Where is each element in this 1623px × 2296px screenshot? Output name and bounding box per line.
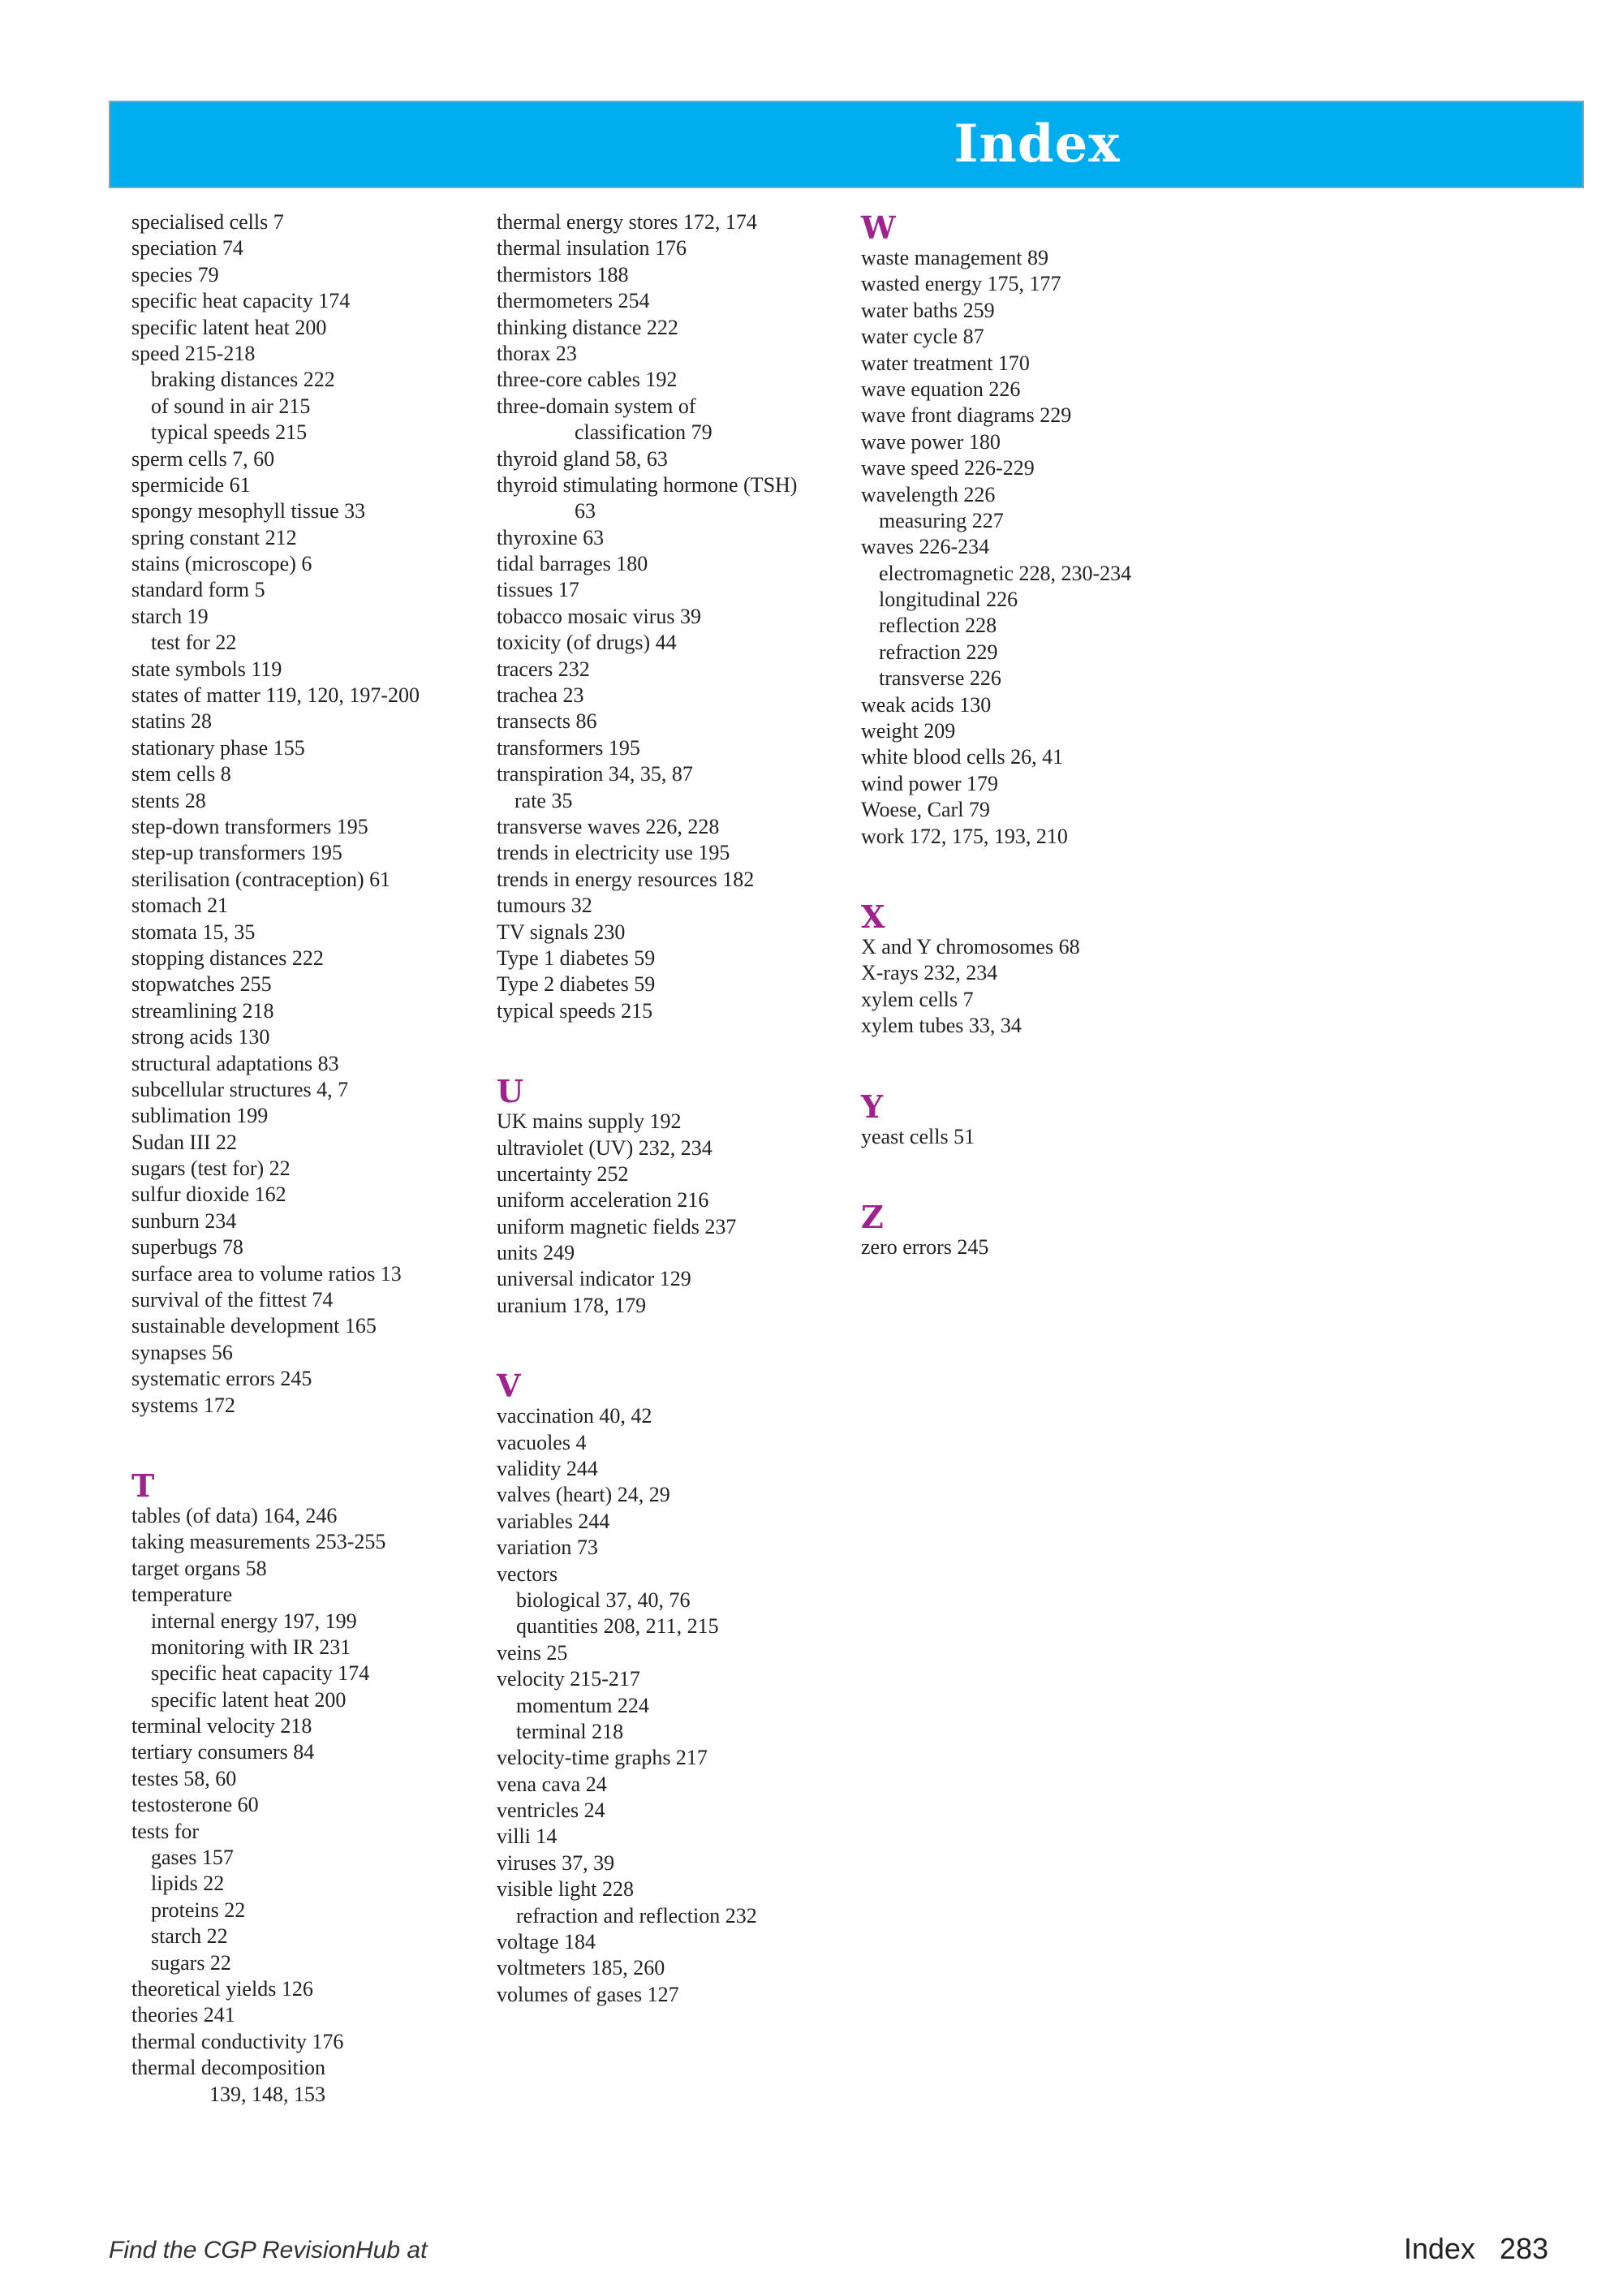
index-entry: target organs 58: [131, 1556, 267, 1580]
index-entry: transpiration 34, 35, 87: [497, 762, 693, 786]
index-column-1: [131, 209, 472, 2108]
index-entry: theories 241: [131, 2003, 235, 2027]
index-entry: Sudan III 22: [131, 1130, 237, 1154]
index-entry: thermal conductivity 176: [131, 2029, 344, 2053]
index-entry: tracers 232: [497, 657, 590, 681]
index-entry: velocity-time graphs 217: [497, 1746, 708, 1770]
index-entry: thyroxine 63: [497, 525, 605, 549]
index-entry: theoretical yields 126: [131, 1977, 313, 2001]
index-subentry: longitudinal 226: [879, 588, 1018, 612]
index-entry: sunburn 234: [131, 1208, 237, 1233]
index-entry: tumours 32: [497, 894, 592, 918]
index-entry: UK mains supply 192: [497, 1109, 682, 1134]
index-entry: specialised cells 7: [131, 210, 284, 234]
index-entry: statins 28: [131, 709, 212, 734]
index-entry: strong acids 130: [131, 1025, 270, 1049]
index-entry: tobacco mosaic virus 39: [497, 604, 701, 628]
index-subentry: of sound in air 215: [151, 394, 311, 418]
index-entry: thermometers 254: [497, 289, 650, 313]
index-entry: valves (heart) 24, 29: [497, 1483, 670, 1507]
index-entry: tests for: [131, 1819, 200, 1843]
index-entry: uniform acceleration 216: [497, 1188, 709, 1213]
index-entry: work 172, 175, 193, 210: [861, 824, 1068, 848]
index-subentry: lipids 22: [151, 1872, 225, 1896]
index-subentry: terminal 218: [516, 1719, 624, 1743]
index-entry: sterilisation (contraception) 61: [131, 867, 391, 891]
index-header-banner: [109, 101, 1584, 188]
index-entry: Type 2 diabetes 59: [497, 972, 656, 997]
index-entry: tissues 17: [497, 578, 579, 602]
section-letter: V: [497, 1368, 521, 1405]
index-entry: X and Y chromosomes 68: [861, 934, 1080, 958]
footer-section: Index: [1403, 2232, 1475, 2265]
index-entry: viruses 37, 39: [497, 1850, 615, 1875]
index-subentry: test for 22: [151, 631, 237, 655]
index-entry: spring constant 212: [131, 525, 297, 549]
index-entry: systematic errors 245: [131, 1367, 312, 1391]
index-entry: speed 215-218: [131, 341, 256, 365]
index-entry: states of matter 119, 120, 197-200: [131, 683, 420, 708]
index-entry: voltage 184: [497, 1930, 596, 1954]
index-entry: state symbols 119: [131, 657, 282, 681]
index-subentry: braking distances 222: [151, 368, 335, 392]
index-entry: visible light 228: [497, 1877, 634, 1902]
index-entry: wave speed 226-229: [861, 456, 1035, 480]
index-entry: testosterone 60: [131, 1793, 259, 1817]
index-entry: systems 172: [131, 1393, 235, 1417]
index-entry: speciation 74: [131, 236, 243, 261]
index-subentry: momentum 224: [516, 1693, 649, 1717]
index-entry: thinking distance 222: [497, 315, 678, 339]
index-entry: vena cava 24: [497, 1772, 607, 1796]
index-entry: weak acids 130: [861, 692, 992, 717]
index-entry: standard form 5: [131, 578, 265, 602]
index-entry: variables 244: [497, 1509, 610, 1533]
index-entry: Woese, Carl 79: [861, 798, 990, 822]
index-entry: thermal energy stores 172, 174: [497, 210, 757, 234]
page-title: Index: [954, 114, 1121, 174]
index-entry: water baths 259: [861, 298, 995, 322]
index-entry: variation 73: [497, 1536, 598, 1560]
index-entry: species 79: [131, 262, 219, 286]
index-entry: stents 28: [131, 788, 206, 812]
index-entry: thermistors 188: [497, 262, 629, 286]
index-subentry: sugars 22: [151, 1950, 231, 1975]
index-entry: stomata 15, 35: [131, 920, 256, 944]
index-entry: sustainable development 165: [131, 1314, 377, 1338]
index-entry: uncertainty 252: [497, 1161, 629, 1186]
index-entry: three-domain system of: [497, 394, 696, 418]
footer-page-label: [1404, 2232, 1548, 2266]
index-entry: trends in electricity use 195: [497, 841, 730, 865]
index-entry: testes 58, 60: [131, 1766, 237, 1790]
index-entry: structural adaptations 83: [131, 1051, 339, 1075]
index-entry: xylem cells 7: [861, 987, 974, 1011]
index-entry: trachea 23: [497, 683, 584, 708]
index-subentry: reflection 228: [879, 614, 997, 638]
index-entry: typical speeds 215: [497, 998, 653, 1023]
index-entry: wave equation 226: [861, 377, 1021, 401]
index-entry: white blood cells 26, 41: [861, 745, 1064, 769]
index-column-2: [497, 209, 854, 2008]
index-entry: TV signals 230: [497, 920, 626, 944]
index-entry: survival of the fittest 74: [131, 1288, 334, 1312]
index-entry: X-rays 232, 234: [861, 961, 998, 985]
section-letter: Y: [861, 1088, 884, 1125]
index-subentry: electromagnetic 228, 230-234: [879, 561, 1132, 585]
index-entry: validity 244: [497, 1457, 598, 1481]
index-subentry: rate 35: [514, 788, 573, 812]
index-entry: wave front diagrams 229: [861, 403, 1072, 428]
index-entry: streamlining 218: [131, 998, 274, 1023]
section-spacer: [861, 850, 1218, 898]
index-entry: step-down transformers 195: [131, 814, 368, 838]
index-entry: trends in energy resources 182: [497, 867, 755, 891]
index-entry: waves 226-234: [861, 535, 990, 559]
index-entry: vacuoles 4: [497, 1430, 587, 1454]
index-entry: spermicide 61: [131, 472, 251, 497]
index-entry: uranium 178, 179: [497, 1293, 647, 1317]
index-entry: thyroid stimulating hormone (TSH): [497, 472, 798, 497]
index-entry: thermal decomposition: [131, 2056, 326, 2080]
index-entry: water treatment 170: [861, 351, 1030, 375]
index-entry: vaccination 40, 42: [497, 1404, 652, 1428]
index-subentry: typical speeds 215: [151, 420, 308, 445]
index-entry: specific latent heat 200: [131, 315, 327, 339]
index-subentry: quantities 208, 211, 215: [516, 1614, 719, 1639]
index-entry: wind power 179: [861, 771, 998, 795]
section-spacer: [861, 1150, 1218, 1199]
index-entry: taking measurements 253-255: [131, 1530, 386, 1554]
index-entry: tertiary consumers 84: [131, 1740, 315, 1764]
index-entry: wavelength 226: [861, 482, 996, 506]
index-entry: sperm cells 7, 60: [131, 446, 275, 471]
index-subentry: 139, 148, 153: [209, 2082, 325, 2106]
index-entry: stationary phase 155: [131, 735, 305, 760]
section-spacer: [861, 1040, 1218, 1088]
index-entry: stomach 21: [131, 894, 229, 918]
index-entry: villi 14: [497, 1824, 558, 1849]
index-subentry: proteins 22: [151, 1898, 246, 1922]
index-subentry: specific heat capacity 174: [151, 1661, 370, 1686]
index-entry: voltmeters 185, 260: [497, 1956, 665, 1980]
section-letter: Z: [861, 1198, 884, 1235]
index-entry: stem cells 8: [131, 762, 231, 786]
index-entry: spongy mesophyll tissue 33: [131, 499, 366, 523]
index-entry: volumes of gases 127: [497, 1982, 679, 2006]
index-entry: stopwatches 255: [131, 972, 272, 997]
index-entry: zero errors 245: [861, 1234, 989, 1259]
index-subentry: transverse 226: [879, 666, 1001, 691]
section-letter: X: [861, 898, 885, 935]
index-entry: waste management 89: [861, 246, 1049, 269]
section-letter: U: [497, 1073, 524, 1110]
index-entry: stains (microscope) 6: [131, 552, 312, 576]
index-entry: tidal barrages 180: [497, 552, 648, 576]
page-number: 283: [1499, 2232, 1548, 2265]
index-entry: superbugs 78: [131, 1235, 243, 1260]
index-entry: tables (of data) 164, 246: [131, 1503, 338, 1527]
section-spacer: [131, 1419, 472, 1467]
index-entry: subcellular structures 4, 7: [131, 1077, 349, 1101]
index-entry: specific heat capacity 174: [131, 289, 351, 313]
index-entry: veins 25: [497, 1640, 568, 1665]
index-entry: wave power 180: [861, 429, 1001, 454]
index-subentry: biological 37, 40, 76: [516, 1587, 691, 1612]
index-entry: surface area to volume ratios 13: [131, 1261, 402, 1286]
index-entry: transformers 195: [497, 735, 640, 760]
index-entry: step-up transformers 195: [131, 841, 342, 865]
index-subentry: specific latent heat 200: [151, 1687, 347, 1712]
index-subentry: measuring 227: [879, 508, 1004, 532]
index-entry: vectors: [497, 1562, 558, 1586]
index-entry: wasted energy 175, 177: [861, 272, 1061, 296]
index-entry: thorax 23: [497, 341, 577, 365]
index-entry: ventricles 24: [497, 1798, 605, 1823]
index-entry: units 249: [497, 1241, 575, 1265]
index-entry: ultraviolet (UV) 232, 234: [497, 1135, 712, 1160]
index-subentry: starch 22: [151, 1924, 228, 1949]
index-entry: sublimation 199: [131, 1104, 269, 1128]
index-subentry: monitoring with IR 231: [151, 1635, 351, 1659]
index-entry: temperature: [131, 1583, 233, 1607]
index-entry: three-core cables 192: [497, 368, 678, 392]
section-spacer: [497, 1024, 854, 1073]
index-entry: xylem tubes 33, 34: [861, 1014, 1022, 1038]
index-entry: toxicity (of drugs) 44: [497, 631, 677, 655]
index-subentry: refraction and reflection 232: [516, 1903, 757, 1928]
footer-revisionhub-note: Find the CGP RevisionHub at: [109, 2237, 428, 2264]
index-entry: thermal insulation 176: [497, 236, 687, 261]
section-letter: T: [131, 1467, 155, 1504]
index-entry: sulfur dioxide 162: [131, 1182, 286, 1207]
index-entry: yeast cells 51: [861, 1124, 975, 1148]
index-subentry: refraction 229: [879, 640, 998, 664]
index-entry: stopping distances 222: [131, 946, 324, 970]
section-letter: W: [861, 209, 896, 246]
section-spacer: [497, 1319, 854, 1368]
index-entry: Type 1 diabetes 59: [497, 946, 656, 970]
index-entry: transverse waves 226, 228: [497, 814, 720, 838]
index-subentry: 63: [575, 499, 596, 523]
index-column-3: [861, 209, 1218, 1260]
index-entry: water cycle 87: [861, 325, 984, 349]
index-subentry: gases 157: [151, 1846, 234, 1870]
index-entry: thyroid gland 58, 63: [497, 446, 668, 471]
index-subentry: internal energy 197, 199: [151, 1609, 357, 1633]
index-entry: sugars (test for) 22: [131, 1157, 291, 1181]
index-entry: synapses 56: [131, 1340, 233, 1364]
index-subentry: classification 79: [575, 420, 712, 445]
index-entry: weight 209: [861, 719, 956, 743]
index-entry: universal indicator 129: [497, 1267, 691, 1291]
index-entry: terminal velocity 218: [131, 1714, 312, 1738]
index-entry: velocity 215-217: [497, 1667, 640, 1691]
index-entry: transects 86: [497, 709, 597, 734]
index-entry: starch 19: [131, 604, 209, 628]
index-entry: uniform magnetic fields 237: [497, 1214, 737, 1238]
